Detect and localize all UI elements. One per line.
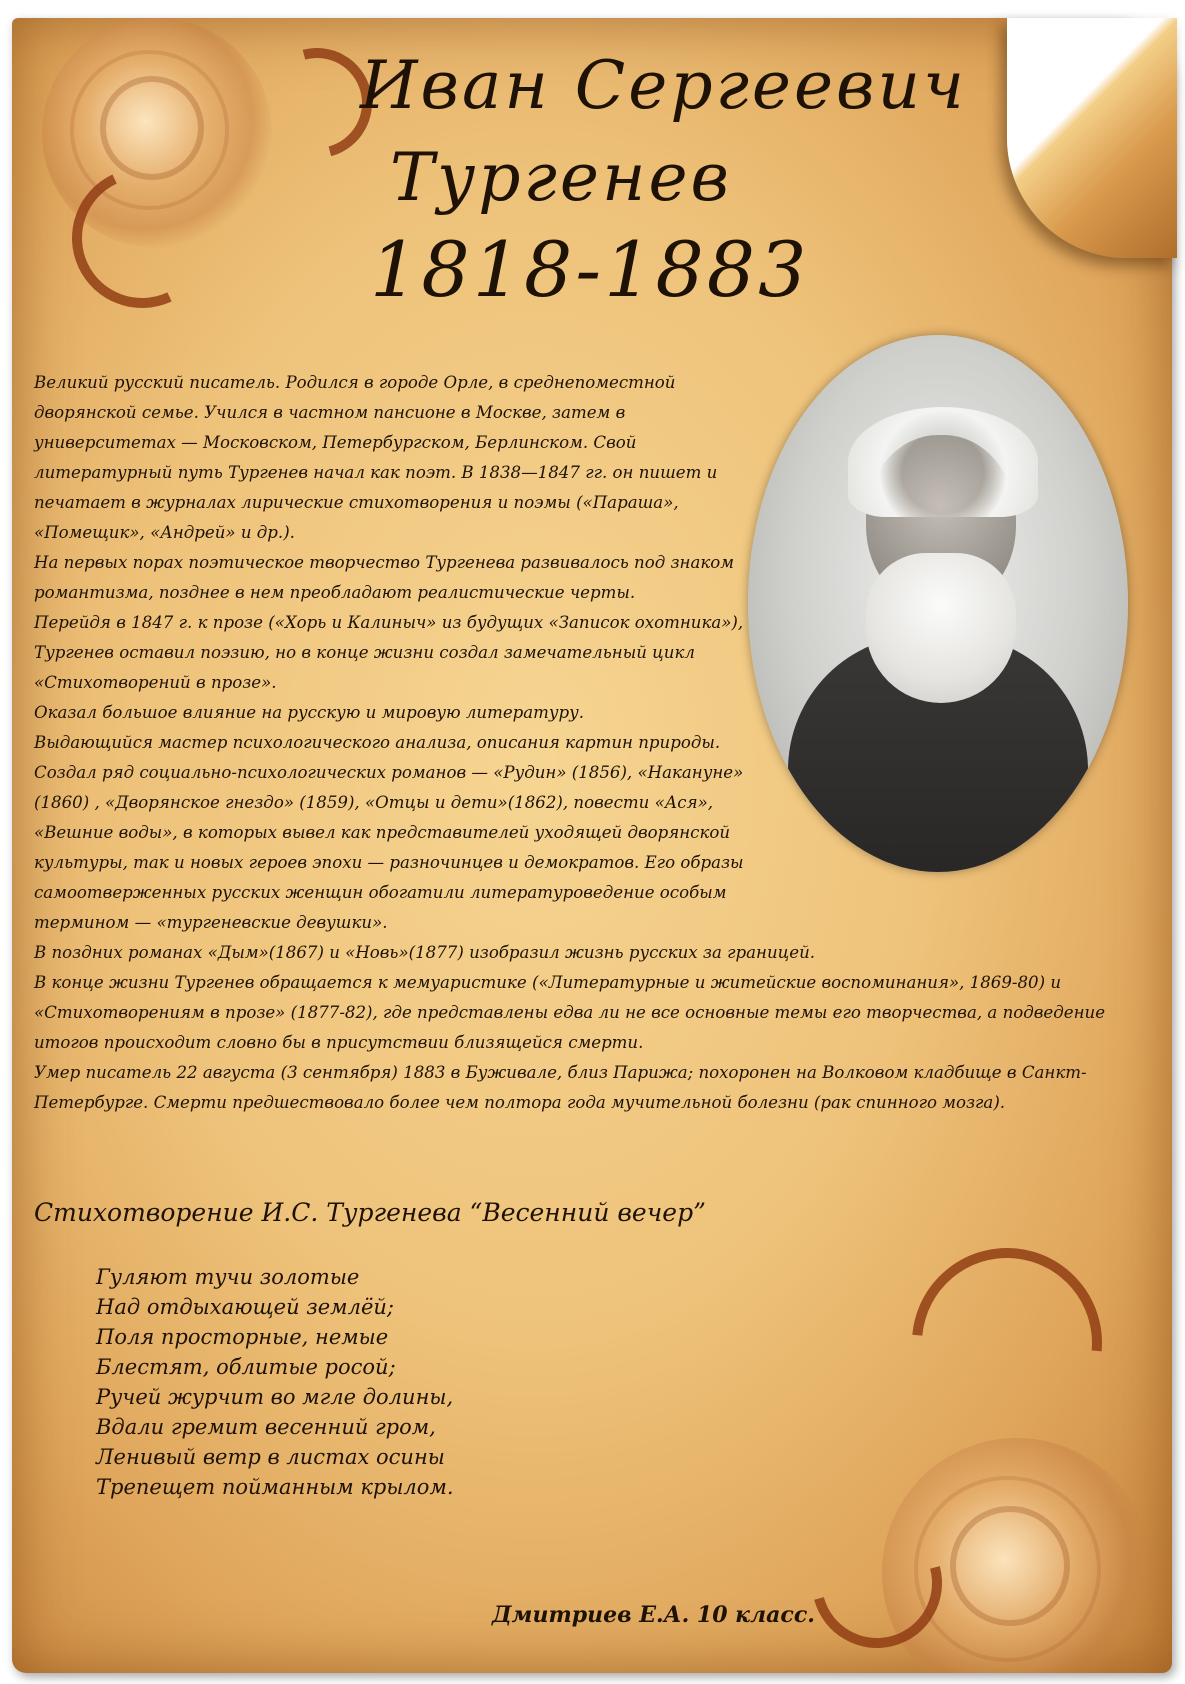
bio-paragraph: Великий русский писатель. Родился в городе Орле, в среднепоместной дворянской семье. Учился в частном пансионе в Москве, затем в университетах — Московском, Петербургском, Берлинском. Свой литературный путь Тургенев начал как поэт. В 1838—1847 гг. он пишет и печатает в журналах лирические стихотворения и поэмы («Параша», «Помещик», «Андрей» и др.).	[34, 373, 718, 542]
poem-line: Над отдыхающей землёй;	[96, 1295, 394, 1319]
poem-text	[96, 1262, 656, 1502]
poem-line: Блестят, облитые росой;	[96, 1355, 396, 1379]
bio-paragraph: Выдающийся мастер психологического анализа, описания картин природы. Создал ряд социально-психологических романов — «Рудин» (1856), «Накануне» (1860) , «Дворянское гнездо» (1859), «Отцы и дети»(1862), повести «Ася», «Вешние воды», в которых вывел как представителей уходящей дворянской культуры, так и новых героев эпохи — разночинцев и демократов. Его образы самоотверженных русских женщин обогатили литературоведение особым термином — «тургеневские девушки».	[34, 733, 744, 932]
bio-paragraph: На первых порах поэтическое творчество Тургенева развивалось под знаком романтизма, позднее в нем преобладают реалистические черты.	[34, 553, 735, 602]
swirl-ornament-bottom-right	[873, 1209, 1141, 1477]
page-title	[360, 40, 980, 316]
bio-paragraph: Умер писатель 22 августа (3 сентября) 1883 в Буживале, близ Парижа; похоронен на Волковом кладбище в Санкт-Петербурге. Смерти предшествовало более чем полтора года мучительной болезни (рак спинного мозга).	[34, 1063, 1087, 1112]
poem-line: Ленивый ветр в листах осины	[96, 1445, 445, 1469]
poem-line: Трепещет пойманным крылом.	[96, 1475, 454, 1499]
poem-line: Вдали гремит весенний гром,	[96, 1415, 436, 1439]
poem-line: Ручей журчит во мгле долины,	[96, 1385, 454, 1409]
title-surname: Тургенев	[390, 139, 732, 216]
poem-line: Гуляют тучи золотые	[96, 1265, 360, 1289]
poem-line: Поля просторные, немые	[96, 1325, 389, 1349]
bio-paragraph: Перейдя в 1847 г. к прозе («Хорь и Калиныч» из будущих «Записок охотника»), Тургенев оставил поэзию, но в конце жизни создал замечательный цикл «Стихотворений в прозе».	[34, 613, 744, 692]
biography-text	[34, 368, 1159, 1118]
bio-paragraph: В конце жизни Тургенев обращается к мемуаристике («Литературные и житейские воспоминания», 1869-80) и «Стихотворениям в прозе» (1877-82), где представлены едва ли не все основные темы его творчества, а подведение итогов происходит словно бы в присутствии близящейся смерти.	[34, 973, 1106, 1052]
bio-paragraph: Оказал большое влияние на русскую и мировую литературу.	[34, 703, 585, 722]
title-name: Иван Сергеевич	[360, 47, 968, 124]
author-signature: Дмитриев Е.А. 10 класс.	[492, 1602, 815, 1628]
bio-paragraph: В поздних романах «Дым»(1867) и «Новь»(1877) изобразил жизнь русских за границей.	[34, 943, 816, 962]
poem-heading: Стихотворение И.С. Тургенева “Весенний вечер”	[34, 1198, 706, 1227]
title-years: 1818-1883	[370, 225, 810, 314]
